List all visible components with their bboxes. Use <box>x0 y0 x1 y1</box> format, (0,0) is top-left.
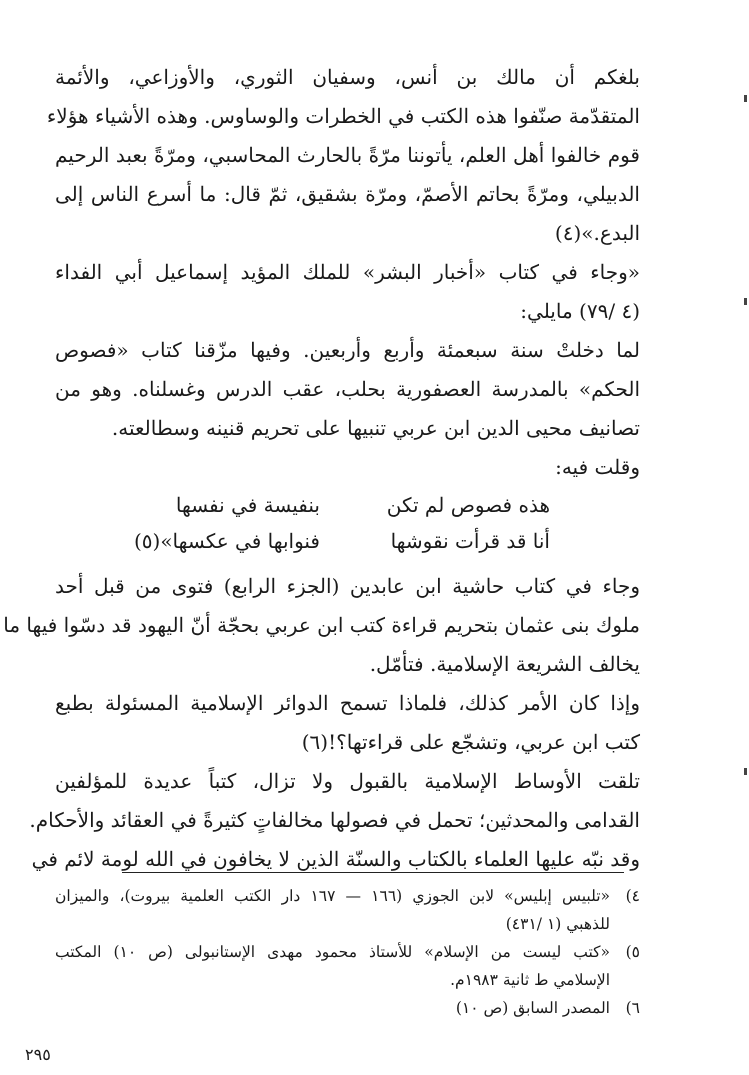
scan-edge-mark <box>744 298 747 305</box>
footnote <box>55 994 640 1022</box>
text-line: البدع.»(٤) <box>554 221 640 245</box>
text-line: وقد نبّه عليها العلماء بالكتاب والسنّة الذين لا يخافون في الله لومة لائم في <box>31 847 640 871</box>
verse-second-hemistich: فنوابها في عكسها»(٥) <box>133 529 320 553</box>
text-line: (٤ /٧٩) مايلي: <box>520 299 640 323</box>
text-line: بلغكم أن مالك بن أنس، وسفيان الثوري، والأوزاعي، والأئمة <box>55 65 640 89</box>
footnote <box>55 882 640 938</box>
text-line: القدامى والمحدثين؛ تحمل في فصولها مخالفاتٍ كثيرةً في العقائد والأحكام. <box>29 808 640 832</box>
verse-line <box>55 487 640 523</box>
text-line: ملوك بنى عثمان بتحريم قراءة كتب ابن عربي بحجّة أنّ اليهود قد دسّوا فيها ما <box>3 613 640 637</box>
verse-first-hemistich: أنا قد قرأت نقوشها <box>390 529 550 553</box>
verse-line <box>55 523 640 559</box>
text-line: وقلت فيه: <box>555 455 640 479</box>
text-line: وإذا كان الأمر كذلك، فلماذا تسمح الدوائر الإسلامية المسئولة بطبع <box>55 691 640 715</box>
main-text <box>3 58 640 879</box>
footnote-line: «تلبيس إبليس» لابن الجوزي (١٦٦ — ١٦٧ دار الكتب العلمية بيروت)، والميزان <box>55 887 611 905</box>
text-line: وجاء في كتاب حاشية ابن عابدين (الجزء الرابع) فتوى من قبل أحد <box>55 574 640 598</box>
footnote <box>55 938 640 994</box>
footnote-line: «كتب ليست من الإسلام» للأستاذ محمود مهدى الإستانبولى (ص ١٠) المكتب <box>55 943 611 961</box>
verse-second-hemistich: بنفيسة في نفسها <box>175 493 320 517</box>
footnote-line: الإسلامي ط ثانية ١٩٨٣م. <box>450 971 610 989</box>
scan-edge-mark <box>744 95 747 102</box>
text-line: قوم خالفوا أهل العلم، يأتوننا مرّةً بالحارث المحاسبي، ومرّةً بعبد الرحيم <box>55 143 640 167</box>
text-line: المتقدّمة صنّفوا هذه الكتب في الخطرات والوساوس. وهذه الأشياء هؤلاء <box>46 104 640 128</box>
footnotes <box>55 882 640 1022</box>
text-line: يخالف الشريعة الإسلامية. فتأمّل. <box>369 652 640 676</box>
page-number: ٢٩٥ <box>25 1045 51 1064</box>
footnote-number: ٤) <box>625 887 640 905</box>
verse-first-hemistich: هذه فصوص لم تكن <box>386 493 550 517</box>
text-line: تصانيف محيى الدين ابن عربي تنبيها على تحريم قنينه وسطالعته. <box>111 416 640 440</box>
footnote-line: المصدر السابق (ص ١٠) <box>455 999 610 1017</box>
text-line: كتب ابن عربي، وتشجّع على قراءتها؟!(٦) <box>301 730 640 754</box>
text-line: الدبيلي، ومرّةً بحاتم الأصمّ، ومرّة بشقيق، ثمّ قال: ما أسرع الناس إلى <box>55 182 640 206</box>
text-line: «وجاء في كتاب «أخبار البشر» للملك المؤيد إسماعيل أبي الفداء <box>55 260 640 284</box>
text-line: تلقت الأوساط الإسلامية بالقبول ولا تزال، كتباً عديدة للمؤلفين <box>55 769 640 793</box>
footnote-number: ٦) <box>625 999 640 1017</box>
footnote-separator <box>122 872 624 873</box>
text-line: لما دخلتْ سنة سبعمئة وأربع وأربعين. وفيها مزّقنا كتاب «فصوص <box>55 338 640 362</box>
text-line: الحكم» بالمدرسة العصفورية بحلب، عقب الدرس وغسلناه. وهو من <box>55 377 640 401</box>
scan-edge-mark <box>744 768 747 775</box>
footnote-line: للذهبي (١ /٤٣١) <box>505 915 610 933</box>
footnote-number: ٥) <box>625 943 640 961</box>
